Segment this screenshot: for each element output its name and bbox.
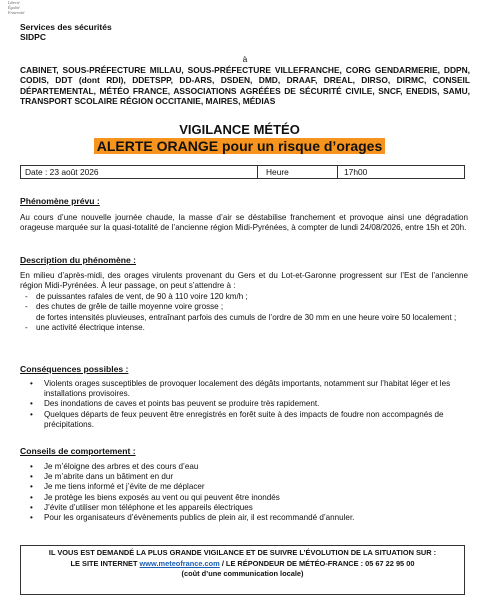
list-item: - des chutes de grêle de taille moyenne voire grosse ; (20, 302, 470, 312)
list-item: • Quelques départs de feux peuvent être enregistrés en forêt suite à des impacts de foudre non accompagnés de précipitations. (30, 410, 460, 430)
footer-line-1: IL VOUS EST DEMANDÉ LA PLUS GRANDE VIGILANCE ET DE SUIVRE L’ÉVOLUTION DE LA SITUATION SUR : (48, 548, 437, 557)
date-cell: Date : 23 août 2026 (21, 166, 258, 178)
footer-box (20, 545, 465, 595)
alert-title: ALERTE ORANGE pour un risque d’orages (94, 138, 385, 154)
list-item: • Je m’éloigne des arbres et des cours d’eau (30, 462, 460, 472)
list-item: de fortes intensités pluvieuses, entraînant parfois des cumuls de l’ordre de 30 mm en une heure voire 50 localement ; (36, 312, 457, 322)
recipients-to: à (242, 54, 248, 64)
motto-fraternite: Fraternité (8, 10, 25, 15)
consequences-list (30, 379, 460, 430)
conseils-list (30, 462, 460, 523)
list-item: • Pour les organisateurs d’évènements publics de plein air, il est recommandé d’annuler. (30, 513, 460, 523)
section-title-description: Description du phénomène : (20, 255, 137, 265)
service-name: Services des sécurités (20, 22, 112, 32)
footer-phone: / LE RÉPONDEUR DE MÉTÉO-FRANCE : 05 67 22 95 00 (219, 558, 415, 568)
document-title: VIGILANCE MÉTÉO (179, 122, 300, 137)
phenomene-text: Au cours d’une nouvelle journée chaude, la masse d’air se déstabilise franchement et provoque ainsi une dégradation orageuse marquée sur la quasi-totalité de l’ancienne région Midi-Pyrénées, à compter de lundi 24/08/2026, entre 15h et 20h. (20, 213, 468, 233)
issuing-service (20, 22, 112, 42)
description-list (20, 292, 470, 334)
meteofrance-link[interactable]: www.meteofrance.com (139, 558, 220, 568)
list-item: • J’évite d’utiliser mon téléphone et les appareils électriques (30, 503, 460, 513)
section-title-consequences: Conséquences possibles : (20, 364, 129, 374)
list-item: - une activité électrique intense. (20, 323, 470, 333)
list-item: • Je me tiens informé et j’évite de me déplacer (30, 482, 460, 492)
recipients-list: CABINET, SOUS-PRÉFECTURE MILLAU, SOUS-PRÉFECTURE VILLEFRANCHE, CORG GENDARMERIE, DDPN, CODIS, DDT (dont RDI), DDETSPP, DD-ARS, DSDEN, DMD, DRAAF, DREAL, DIRSO, DIRMC, CONSEIL DÉPARTEMENTAL, MÉTÉO FRANCE, ASSOCIATIONS AGRÉÉES DE SÉCURITÉ CIVILE, SNCF, ENEDIS, SAMU, TRANSPORT SCOLAIRE RÉGION OCCITANIE, MAIRES, MÉDIAS (20, 64, 470, 107)
service-acronym: SIDPC (20, 32, 46, 42)
section-title-conseils: Conseils de comportement : (20, 446, 136, 456)
alert-title-wrap (0, 138, 479, 156)
time-value-cell: 17h00 (344, 167, 368, 177)
list-item: • Je m’abrite dans un bâtiment en dur (30, 472, 460, 482)
footer-site-label: LE SITE INTERNET (70, 558, 140, 568)
list-item: - de puissantes rafales de vent, de 90 à 110 voire 120 km/h ; (20, 292, 470, 302)
republic-motto (8, 0, 48, 15)
list-item: • Des inondations de caves et points bas peuvent se produire très rapidement. (30, 399, 460, 409)
list-item: • Violents orages susceptibles de provoquer localement des dégâts importants, notamment sur l’habitat léger et les installations provisoires. (30, 379, 460, 399)
section-title-phenomene: Phénomène prévu : (20, 196, 100, 206)
description-intro: En milieu d’après-midi, des orages virulents provenant du Gers et du Lot-et-Garonne progressent sur l’Est de l’ancienne région Midi-Pyrénées. À leur passage, on peut s’attendre à : (20, 271, 468, 291)
motto-liberte: Liberté (8, 0, 20, 5)
footer-line-3: (coût d’une communication locale) (181, 569, 304, 579)
list-item: • Je protège les biens exposés au vent ou qui peuvent être inondés (30, 493, 460, 503)
recipients-block (20, 54, 470, 107)
date-time-box (20, 165, 465, 179)
motto-egalite: Égalité (8, 5, 20, 10)
footer-line-2 (21, 559, 464, 570)
time-label-cell: Heure (258, 166, 338, 178)
